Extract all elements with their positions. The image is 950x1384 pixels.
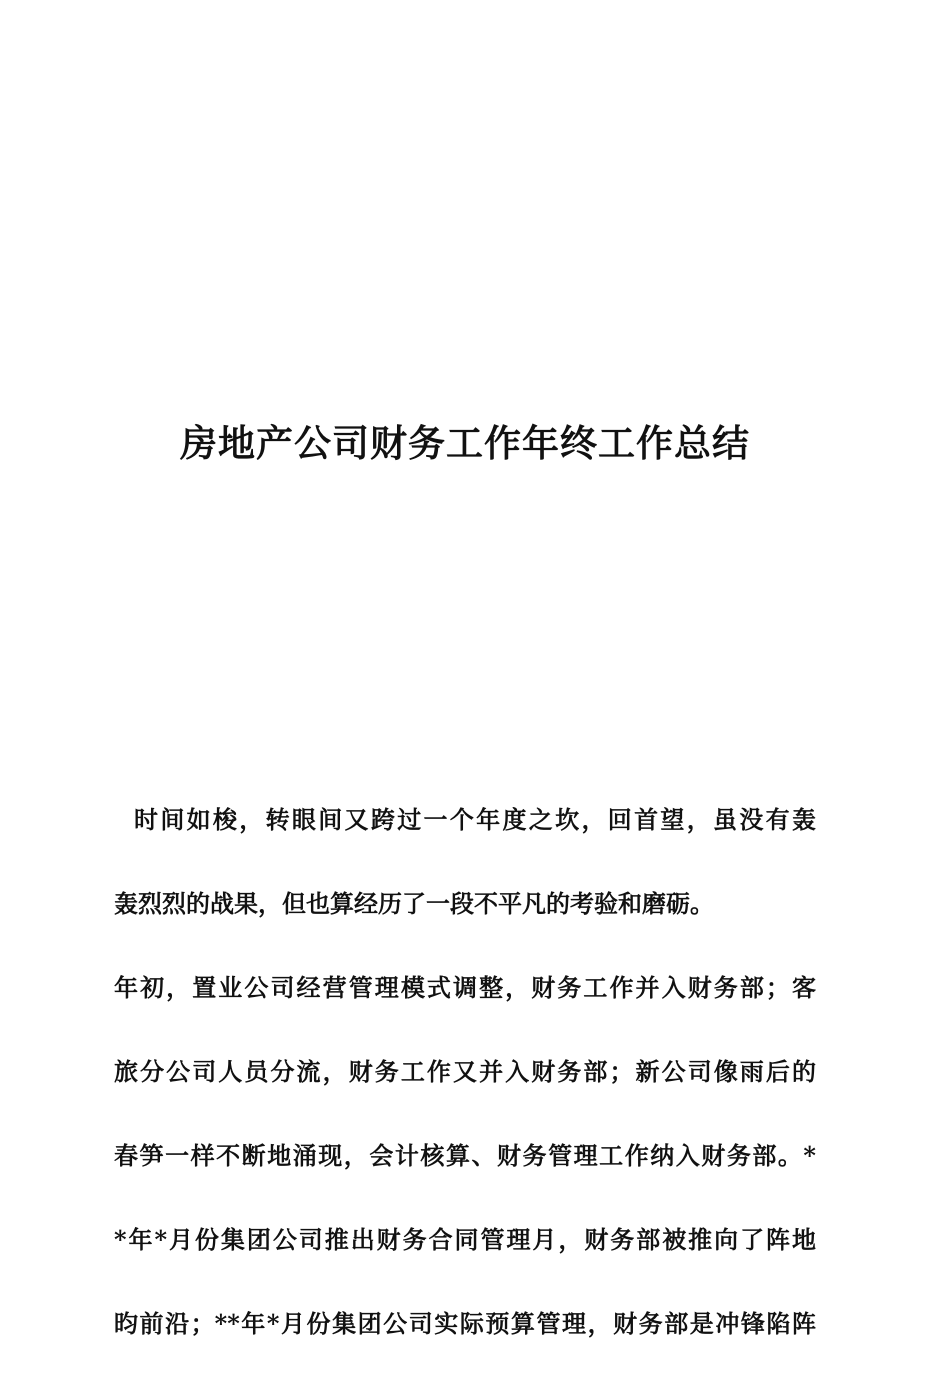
body-line: 年初，置业公司经营管理模式调整，财务工作并入财务部；客: [114, 973, 816, 1002]
document-body: [114, 795, 816, 1383]
body-line: 旅分公司人员分流，财务工作又并入财务部；新公司像雨后的: [114, 1057, 816, 1086]
body-line: 时间如梭，转眼间又跨过一个年度之坎，回首望，虽没有轰: [134, 805, 816, 834]
body-line: *年*月份集团公司推出财务合同管理月，财务部被推向了阵地: [114, 1225, 816, 1254]
body-line: 轰烈烈的战果，但也算经历了一段不平凡的考验和磨砺。: [114, 889, 714, 918]
body-line: 春笋一样不断地涌现，会计核算、财务管理工作纳入财务部。*: [114, 1141, 816, 1170]
body-line: 昀前沿；**年*月份集团公司实际预算管理，财务部是冲锋陷阵: [114, 1309, 816, 1338]
document-title: 房地产公司财务工作年终工作总结: [180, 421, 750, 465]
